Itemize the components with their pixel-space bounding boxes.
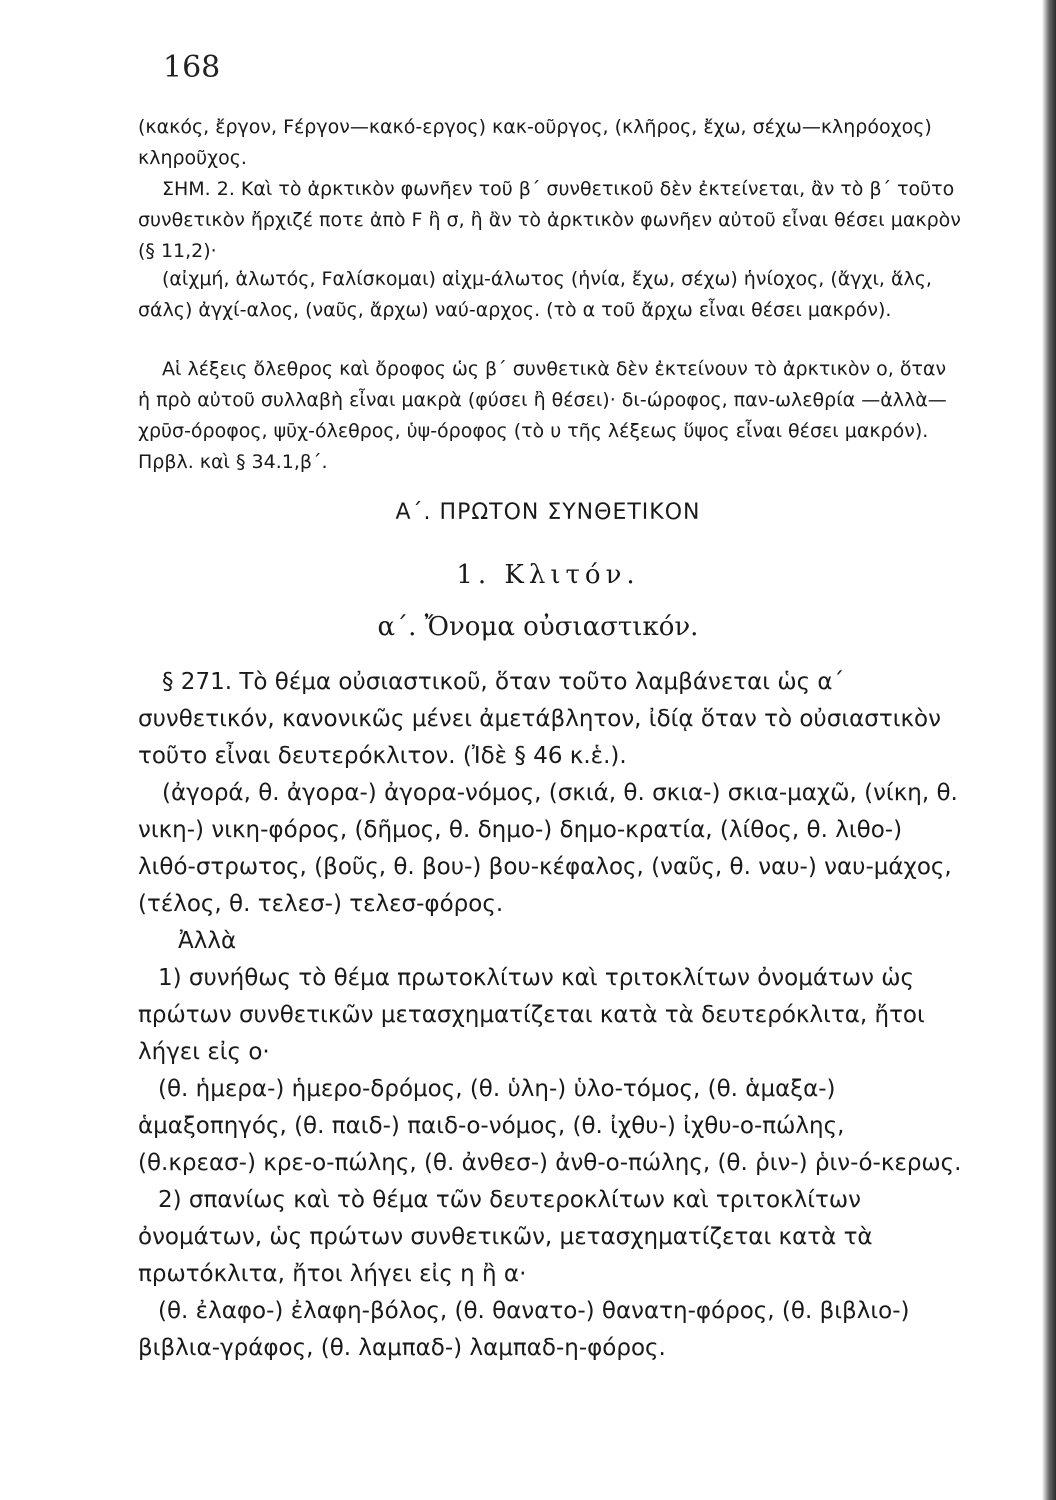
subsection-heading: 1. Κλιτόν. <box>456 560 640 590</box>
paragraph-271: § 271. Τὸ θέμα οὐσιαστικοῦ, ὅταν τοῦτο λαμβάνεται ὡς α΄ συνθετικόν, κανονικῶς μένει ἀμετάβλητον, ἰδίᾳ ὅταν τὸ οὐσιαστικὸν τοῦτο εἶναι δευτερόκλιτον. (Ἰδὲ § 46 κ.ἑ.). <box>138 669 941 769</box>
intro-paragraph: (κακός, ἔργον, Fέργον—κακό-εργος) κακ-οῦργος, (κλῆρος, ἔχω, σέχω—κληρόοχος) κληροῦχος. <box>138 116 932 169</box>
list-item-2: 2) σπανίως καὶ τὸ θέμα τῶν δευτεροκλίτων καὶ τριτοκλίτων ὀνομάτων, ὡς πρώτων συνθετικῶν, μετασχηματίζεται κατὰ τὰ πρωτόκλιτα, ἤτοι λήγει εἰς η ἢ α· <box>138 1187 873 1287</box>
subsubsection-heading: α΄. Ὄνομα οὐσιαστικόν. <box>377 612 699 642</box>
paragraph-271-examples: (ἀγορά, θ. ἀγορα-) ἀγορα-νόμος, (σκιά, θ. σκια-) σκια-μαχῶ, (νίκη, θ. νικη-) νικη-φόρος, (δῆμος, θ. δημο-) δημο-κρατία, (λίθος, θ. λιθο-) λιθό-στρωτος, (βοῦς, θ. βου-) βου-κέφαλος, (ναῦς, θ. ναυ-) ναυ-μάχος, (τέλος, θ. τελεσ-) τελεσ-φόρος. <box>138 780 958 917</box>
list-item-1: 1) συνήθως τὸ θέμα πρωτοκλίτων καὶ τριτοκλίτων ὀνομάτων ὡς πρώτων συνθετικῶν μετασχηματίζεται κατὰ τὰ δευτερόκλιτα, ἤτοι λήγει εἰς ο· <box>138 965 925 1065</box>
main-text <box>138 664 964 1367</box>
examples-paragraph: (αἰχμή, ἁλωτός, Fαλίσκομαι) αἰχμ-άλωτος (ἡνία, ἔχω, σέχω) ἡνίοχος, (ἄγχι, ἅλς, σάλς) ἀγχί-αλος, (ναῦς, ἄρχω) ναύ-αρχος. (τὸ α τοῦ ἄρχω εἶναι θέσει μακρόν). <box>138 268 932 321</box>
page-number: 168 <box>163 50 221 85</box>
list-item-2-examples: (θ. ἐλαφο-) ἐλαφη-βόλος, (θ. θανατο-) θανατη-φόρος, (θ. βιβλιο-) βιβλια-γράφος, (θ. λαμπαδ-) λαμπαδ-η-φόρος. <box>138 1298 910 1361</box>
book-spine-shadow <box>1042 0 1056 1500</box>
olethros-paragraph: Αἱ λέξεις ὄλεθρος καὶ ὄροφος ὡς β΄ συνθετικὰ δὲν ἐκτείνουν τὸ ἀρκτικὸν ο, ὅταν ἡ πρὸ αὐτοῦ συλλαβὴ εἶναι μακρὰ (φύσει ἢ θέσει)· δι-ώροφος, παν-ωλεθρία —ἀλλὰ— χρῡσ-όροφος, ψῡχ-όλεθρος, ὑψ-όροφος (τὸ υ τῆς λέξεως ὕψος εἶναι θέσει μακρόν). Πρβλ. καὶ § 34.1,β΄. <box>138 358 947 473</box>
section-heading: Α΄. ΠΡΩΤΟΝ ΣΥΝΘΕΤΙΚΟΝ <box>395 500 701 525</box>
alla-line: Ἀλλὰ <box>178 928 237 954</box>
list-item-1-examples: (θ. ἡμερα-) ἡμερο-δρόμος, (θ. ὑλη-) ὑλο-τόμος, (θ. ἁμαξα-) ἁμαξοπηγός, (θ. παιδ-) παιδ-ο-νόμος, (θ. ἰχθυ-) ἰχθυ-ο-πώλης, (θ.κρεασ-) κρε-ο-πώλης, (θ. ἀνθεσ-) ἀνθ-ο-πώλης, (θ. ῥιν-) ῥιν-ό-κερως. <box>138 1076 962 1176</box>
note-paragraph: ΣΗΜ. 2. Καὶ τὸ ἀρκτικὸν φωνῆεν τοῦ β΄ συνθετικοῦ δὲν ἐκτείνεται, ἂν τὸ β΄ τοῦτο συνθετικὸν ἤρχιζέ ποτε ἀπὸ F ἢ σ, ἢ ἂν τὸ ἀρκτικὸν φωνῆεν αὐτοῦ εἶναι θέσει μακρὸν (§ 11,2)· <box>138 178 961 262</box>
